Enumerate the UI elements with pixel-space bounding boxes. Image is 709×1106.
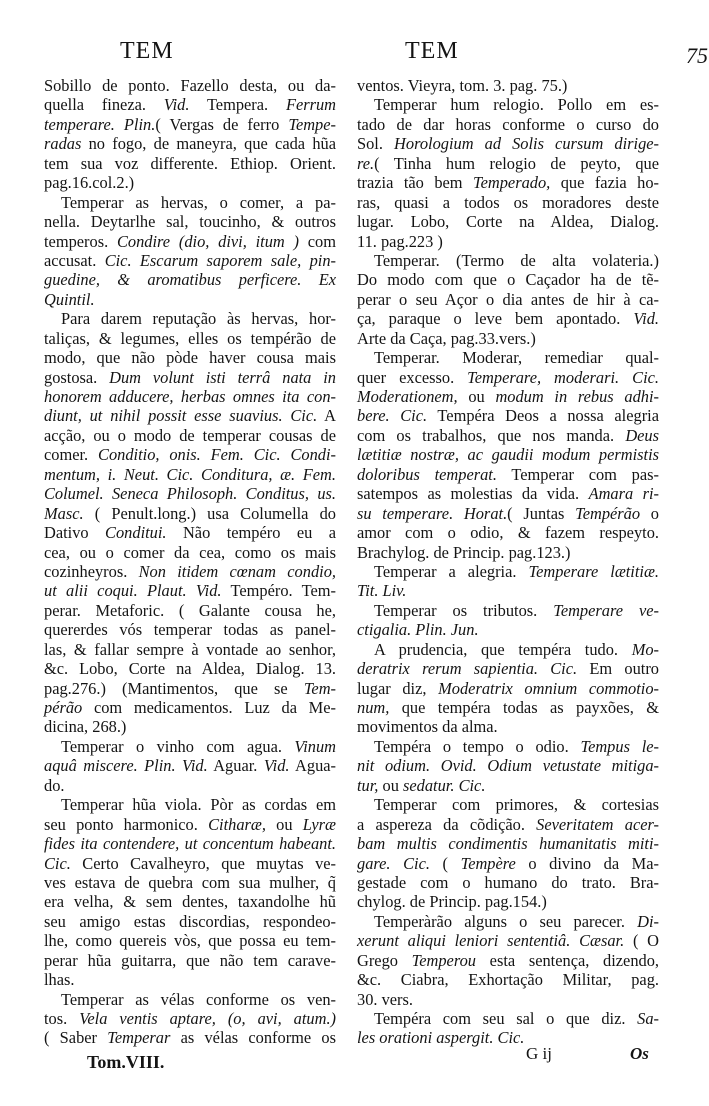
- text-run: ( Penult.long.) usa Columella do: [83, 503, 336, 523]
- latin-italic-text: modum in rebus adhi-: [495, 387, 659, 406]
- text-line: [357, 76, 659, 95]
- text-line: [44, 329, 336, 348]
- text-line: [357, 387, 659, 406]
- latin-italic-text: Tempère: [460, 853, 516, 873]
- text-line: [357, 406, 659, 425]
- latin-italic-text: Temperare, moderari. Cic.: [467, 367, 659, 387]
- text-run: quer excesso.: [357, 367, 468, 387]
- text-line: [44, 465, 336, 484]
- text-line: [44, 543, 336, 562]
- text-run: modo, que não pòde haver cousa mais: [44, 348, 336, 368]
- text-line: [357, 173, 659, 192]
- latin-italic-text: bere. Cic.: [357, 406, 428, 426]
- text-run: ras, quasi a todos os moradores deste: [357, 192, 659, 212]
- text-run: ( Saber: [44, 1028, 108, 1048]
- text-line: [357, 95, 659, 114]
- latin-italic-text: Temperado,: [473, 173, 551, 193]
- text-line: [357, 348, 659, 367]
- latin-italic-text: Vinum: [294, 736, 336, 756]
- text-line: [357, 115, 659, 134]
- text-run: &c. Lobo, Corte na Aldea, Dialog. 13.: [44, 659, 336, 679]
- text-line: [44, 1009, 336, 1028]
- text-run: perar hũa guitarra, que não tem carave-: [44, 950, 336, 970]
- latin-italic-text: Dum volunt isti terrâ nata in: [109, 367, 336, 387]
- text-run: o divino da Ma-: [515, 853, 659, 873]
- latin-italic-text: Tem-: [303, 678, 336, 698]
- latin-italic-text: Ferrum: [285, 95, 337, 115]
- latin-italic-text: re.: [357, 153, 375, 173]
- text-line: [44, 815, 336, 834]
- latin-italic-text: doloribus temperat.: [357, 464, 497, 484]
- latin-italic-text: Temperare ve-: [553, 600, 659, 620]
- text-run: Aguar.: [207, 756, 264, 776]
- latin-italic-text: Tempus le-: [580, 736, 659, 756]
- latin-italic-text: mentum, i. Neut. Cic. Conditura, æ. Fem.: [44, 464, 336, 484]
- text-run: 30. vers.: [357, 989, 413, 1009]
- text-line: [44, 970, 336, 989]
- text-run: Sol.: [357, 134, 395, 154]
- text-run: Temperar com primores, & cortesias: [374, 795, 659, 815]
- latin-italic-text: Deus: [625, 425, 659, 445]
- text-line: [44, 737, 336, 756]
- text-run: ( Vergas de ferro: [155, 114, 289, 134]
- text-run: gostosa.: [44, 367, 110, 387]
- text-run: Brachylog. de Princip. pag.123.): [357, 542, 571, 562]
- text-run: comer.: [44, 445, 99, 465]
- text-run: tem sua voz differente. Ethiop. Orient.: [44, 153, 336, 173]
- text-line: [357, 990, 659, 1009]
- text-run: Dativo: [44, 523, 106, 543]
- left-column: [44, 76, 336, 1048]
- text-line: [357, 193, 659, 212]
- text-run: seu amigo estas discordias, respondeo-: [44, 911, 336, 931]
- latin-italic-text: temperare. Plin.: [44, 114, 156, 134]
- text-line: [44, 290, 336, 309]
- latin-italic-text: su temperare. Horat.: [357, 503, 508, 523]
- text-run: cozinheyros.: [44, 561, 139, 581]
- text-line: [44, 484, 336, 503]
- text-run: taliças, & legumes, elles os tempérão de: [44, 328, 336, 348]
- text-run: ( Tinha hum relogio de peyto, que: [374, 153, 659, 173]
- text-run: quella fineza.: [44, 95, 164, 115]
- text-line: [357, 543, 659, 562]
- text-line: [357, 484, 659, 503]
- latin-italic-text: radas: [44, 134, 82, 154]
- text-line: [44, 892, 336, 911]
- text-line: [44, 931, 336, 950]
- text-run: Tempera.: [189, 95, 286, 115]
- latin-italic-text: les orationi aspergit. Cic.: [357, 1028, 525, 1048]
- latin-italic-text: Di-: [637, 911, 659, 931]
- text-run: amor com o odio, & fazem respeyto.: [357, 523, 659, 543]
- text-line: [357, 892, 659, 911]
- latin-italic-text: Tempérão: [575, 503, 641, 523]
- text-run: chylog. de Princip. pag.154.): [357, 892, 547, 912]
- text-run: ou: [457, 387, 496, 406]
- text-line: [44, 795, 336, 814]
- text-run: Certo Cavalheyro, que muytas ve-: [70, 853, 336, 873]
- text-run: Tempéra o tempo o odio.: [374, 736, 581, 756]
- latin-italic-text: Cic. Escarum saporem sale, pin-: [104, 250, 336, 270]
- text-line: [357, 854, 659, 873]
- text-line: [44, 95, 336, 114]
- text-run: lhas.: [44, 970, 75, 990]
- text-line: [44, 912, 336, 931]
- text-line: [44, 756, 336, 775]
- text-line: [357, 737, 659, 756]
- latin-italic-text: Cic.: [44, 853, 71, 873]
- text-line: [357, 601, 659, 620]
- text-run: perar. Metaforic. ( Galante cousa he,: [44, 600, 336, 620]
- text-line: [44, 270, 336, 289]
- latin-italic-text: Columel. Seneca Philosoph. Conditus, us.: [44, 484, 336, 504]
- text-run: Temperar com pas-: [496, 464, 659, 484]
- text-line: [357, 445, 659, 464]
- text-run: Sobillo de ponto. Fazello desta, ou da-: [44, 76, 336, 95]
- text-line: [44, 990, 336, 1009]
- volume-label: Tom.VIII.: [87, 1052, 165, 1072]
- latin-italic-text: Tit. Liv.: [357, 581, 407, 601]
- text-run: Temperar. Moderar, remediar qual-: [374, 348, 659, 368]
- text-run: ( O: [624, 931, 659, 951]
- text-run: no fogo, de maneyra, que cada hũa: [81, 134, 336, 154]
- text-line: [44, 309, 336, 328]
- text-line: [357, 679, 659, 698]
- text-run: tado de dar horas conforme o curso do: [357, 114, 659, 134]
- text-line: [44, 504, 336, 523]
- text-run: ves estava de quebra com sua mulher, q̃: [44, 872, 336, 892]
- text-run: do.: [44, 775, 65, 795]
- text-run: &c. Ciabra, Exhortação Militar, pag.: [357, 970, 659, 990]
- text-run: dicina, 268.): [44, 717, 127, 737]
- text-line: [44, 232, 336, 251]
- text-line: [44, 679, 336, 698]
- text-line: [357, 465, 659, 484]
- text-line: [44, 717, 336, 736]
- latin-italic-text: Mo-: [631, 639, 659, 659]
- text-run: o: [640, 503, 659, 523]
- page-number: 75: [686, 43, 708, 68]
- text-line: [44, 640, 336, 659]
- text-run: (: [429, 853, 461, 873]
- text-line: [357, 698, 659, 717]
- text-run: as vélas conforme os: [170, 1028, 336, 1048]
- latin-italic-text: fides ita contendere, ut concentum habeant.: [44, 834, 336, 854]
- latin-italic-text: Severitatem acer-: [536, 814, 660, 834]
- text-line: [357, 329, 659, 348]
- text-run: que fazia ho-: [550, 173, 659, 193]
- text-line: [357, 834, 659, 853]
- text-line: [357, 562, 659, 581]
- text-run: Temperar as vélas conforme os ven-: [61, 989, 336, 1009]
- running-head-right: TEM: [405, 38, 459, 64]
- latin-italic-text: Non itidem cœnam condio,: [138, 561, 336, 581]
- text-line: [357, 581, 659, 600]
- latin-italic-text: Quintil.: [44, 289, 95, 309]
- text-run: movimentos da alma.: [357, 717, 498, 737]
- text-line: [357, 951, 659, 970]
- text-line: [357, 251, 659, 270]
- text-line: [44, 834, 336, 853]
- text-run: lhe, como quereis vòs, que possa eu tem-: [44, 931, 336, 951]
- text-run: pag.276.) (Mantimentos, que se: [44, 678, 304, 698]
- text-run: acção, ou o modo de temperar cousas de: [44, 425, 336, 445]
- latin-italic-text: nit odium. Ovid. Odium vetustate mitiga-: [357, 756, 659, 776]
- text-line: [44, 368, 336, 387]
- latin-italic-text: Tempe-: [288, 114, 336, 134]
- text-line: [357, 620, 659, 639]
- text-run: Em outro: [577, 659, 659, 679]
- text-run: accusat.: [44, 250, 105, 270]
- latin-italic-text: pérão: [44, 698, 83, 717]
- text-line: [357, 795, 659, 814]
- latin-italic-text: Masc.: [44, 503, 84, 523]
- text-line: [357, 931, 659, 950]
- text-line: [44, 854, 336, 873]
- latin-italic-text: Condituі.: [105, 523, 167, 543]
- text-line: [357, 504, 659, 523]
- text-run: a aspereza da cõdição.: [357, 814, 537, 834]
- text-line: [44, 873, 336, 892]
- text-line: [44, 426, 336, 445]
- latin-italic-text: num,: [357, 698, 390, 717]
- latin-italic-text: honorem adducere, herbas omnes ita con-: [44, 387, 336, 406]
- text-line: [44, 601, 336, 620]
- signature-mark: G ij: [526, 1044, 552, 1063]
- text-line: [357, 309, 659, 328]
- text-run: pag.16.col.2.): [44, 173, 135, 193]
- text-run: ( Juntas: [507, 503, 576, 523]
- text-line: [44, 523, 336, 542]
- text-run: lugar. Lobo, Corte na Aldea, Dialog.: [357, 212, 659, 232]
- latin-italic-text: deratrix rerum sapientia. Cic.: [357, 659, 578, 679]
- latin-italic-text: Lyræ: [302, 814, 336, 834]
- latin-italic-text: xerunt aliqui leniori sententiâ. Cæsar.: [357, 931, 625, 951]
- text-run: Temperar o vinho com agua.: [61, 736, 295, 756]
- latin-italic-text: Horologium ad Solis cursum dirige-: [394, 134, 660, 154]
- text-line: [357, 776, 659, 795]
- text-run: cea, ou o comer da cea, como os mais: [44, 542, 336, 562]
- text-line: [357, 154, 659, 173]
- running-head-left: TEM: [120, 38, 174, 64]
- text-line: [357, 873, 659, 892]
- text-line: [44, 251, 336, 270]
- text-run: Arte da Caça, pag.33.vers.): [357, 328, 536, 348]
- text-line: [44, 659, 336, 678]
- text-line: [357, 523, 659, 542]
- catchword: Os: [630, 1044, 649, 1063]
- right-column: [357, 76, 659, 1048]
- latin-italic-text: ctigalia. Plin. Jun.: [357, 620, 479, 640]
- text-line: [44, 193, 336, 212]
- latin-italic-text: Temperare lætitiæ.: [528, 561, 659, 581]
- text-run: esta sentença, dizendo,: [476, 950, 660, 970]
- text-run: ou: [265, 814, 303, 834]
- text-run: nella. Deytarlhe sal, toucinho, & outros: [44, 212, 336, 232]
- text-line: [357, 212, 659, 231]
- text-line: [44, 620, 336, 639]
- latin-italic-text: Temperou: [411, 950, 476, 970]
- text-line: [357, 1009, 659, 1028]
- text-run: tos.: [44, 1009, 80, 1028]
- text-line: [357, 368, 659, 387]
- text-run: perar o seu Açor o dia antes de hir à ca-: [357, 289, 659, 309]
- text-line: [44, 134, 336, 153]
- text-run: ou: [378, 775, 404, 795]
- text-line: [357, 640, 659, 659]
- text-line: [357, 290, 659, 309]
- text-run: Temperar. (Termo de alta volateria.): [374, 250, 659, 270]
- text-line: [44, 76, 336, 95]
- latin-italic-text: diunt, ut nihil possit esse suavius. Cic.: [44, 406, 318, 426]
- latin-italic-text: Vela ventis aptare, (o, avi, atum.): [79, 1009, 336, 1028]
- text-run: lugar diz,: [357, 678, 439, 698]
- text-line: [44, 562, 336, 581]
- latin-italic-text: Citharæ,: [208, 814, 266, 834]
- latin-italic-text: sedatur. Cic.: [403, 775, 486, 795]
- text-line: [357, 426, 659, 445]
- text-run: Agua-: [289, 756, 337, 776]
- text-run: Tempéra Deos a nossa alegria: [427, 406, 659, 426]
- text-run: trazia tão bem: [357, 173, 473, 193]
- text-line: [357, 659, 659, 678]
- latin-italic-text: ut alii coqui. Plaut. Vid.: [44, 581, 222, 601]
- text-line: [44, 173, 336, 192]
- latin-italic-text: Conditio, onis. Fem. Cic. Condi-: [98, 445, 336, 465]
- text-line: [44, 698, 336, 717]
- text-line: [357, 756, 659, 775]
- text-run: Temperàrão alguns o seu parecer.: [374, 911, 638, 931]
- text-line: [357, 970, 659, 989]
- text-run: quererdes vós temperar todas as panel-: [44, 620, 336, 640]
- text-run: com: [298, 231, 336, 251]
- latin-italic-text: Temperar: [107, 1028, 171, 1048]
- text-run: Temperar hũa viola. Pòr as cordas em: [61, 795, 336, 815]
- text-run: temperos.: [44, 231, 117, 251]
- latin-italic-text: Moderatrix omnium commotio-: [438, 678, 660, 698]
- latin-italic-text: Vid.: [263, 756, 290, 776]
- text-run: 11. pag.223 ): [357, 231, 443, 251]
- text-line: [357, 232, 659, 251]
- latin-italic-text: gare. Cic.: [357, 853, 430, 873]
- text-line: [44, 951, 336, 970]
- text-run: A prudencia, que tempéra tudo.: [374, 639, 632, 659]
- text-run: Do modo com que o Caçador ha de tẽ-: [357, 270, 659, 290]
- text-line: [44, 212, 336, 231]
- text-run: que tempéra todas as payxões, &: [389, 698, 659, 717]
- text-line: [357, 717, 659, 736]
- text-run: ventos. Vieyra, tom. 3. pag. 75.): [357, 76, 568, 95]
- text-line: [44, 348, 336, 367]
- text-run: Não tempéro eu a: [166, 523, 336, 543]
- text-line: [44, 581, 336, 600]
- text-line: [44, 406, 336, 425]
- latin-italic-text: Amara ri-: [588, 484, 660, 504]
- text-run: Tempéra com seu sal o que diz.: [374, 1009, 638, 1028]
- text-line: [44, 776, 336, 795]
- text-run: Temperar hum relogio. Pollo em es-: [374, 95, 659, 115]
- text-run: seu ponto harmonico.: [44, 814, 209, 834]
- text-run: satempos as molestias da vida.: [357, 484, 589, 504]
- text-line: [357, 1028, 659, 1047]
- text-line: [357, 912, 659, 931]
- latin-italic-text: Vid.: [633, 309, 659, 329]
- latin-italic-text: Sa-: [637, 1009, 659, 1028]
- text-run: Para darem reputação às hervas, hor-: [61, 309, 336, 329]
- text-line: [44, 445, 336, 464]
- text-line: [357, 134, 659, 153]
- latin-italic-text: Moderationem,: [357, 387, 458, 406]
- text-run: Temperar os tributos.: [374, 600, 554, 620]
- text-run: gestade com o humano do trato. Bra-: [357, 872, 659, 892]
- latin-italic-text: bam multis condimentis humanitatis miti-: [357, 834, 659, 854]
- text-line: [44, 1028, 336, 1047]
- latin-italic-text: tur,: [357, 775, 379, 795]
- text-line: [44, 154, 336, 173]
- latin-italic-text: lætitiæ nostræ, ac gaudii modum permistis: [357, 445, 659, 465]
- text-run: com medicamentos. Luz da Me-: [82, 698, 336, 717]
- text-line: [44, 115, 336, 134]
- text-line: [357, 270, 659, 289]
- text-line: [357, 815, 659, 834]
- text-run: Temperar a alegria.: [374, 561, 529, 581]
- latin-italic-text: Condire (dio, divi, itum ): [116, 231, 299, 251]
- text-run: Grego: [357, 950, 412, 970]
- text-run: ça, paraque o leve bem apontado.: [357, 309, 634, 329]
- text-run: las, & fallar sempre à vontade ao senhor,: [44, 639, 336, 659]
- latin-italic-text: aquâ miscere. Plin. Vid.: [44, 756, 208, 776]
- text-run: com os trabalhos, que nos manda.: [357, 425, 626, 445]
- text-run: Temperar as hervas, o comer, a pa-: [61, 192, 336, 212]
- text-run: era velha, & sem dentes, taxandolhe hũ: [44, 892, 336, 912]
- text-run: Tempéro. Tem-: [221, 581, 336, 601]
- text-line: [44, 387, 336, 406]
- latin-italic-text: Vid.: [163, 95, 190, 115]
- text-run: A: [317, 406, 337, 426]
- latin-italic-text: guedine, & aromatibus perficere. Ex: [44, 270, 336, 290]
